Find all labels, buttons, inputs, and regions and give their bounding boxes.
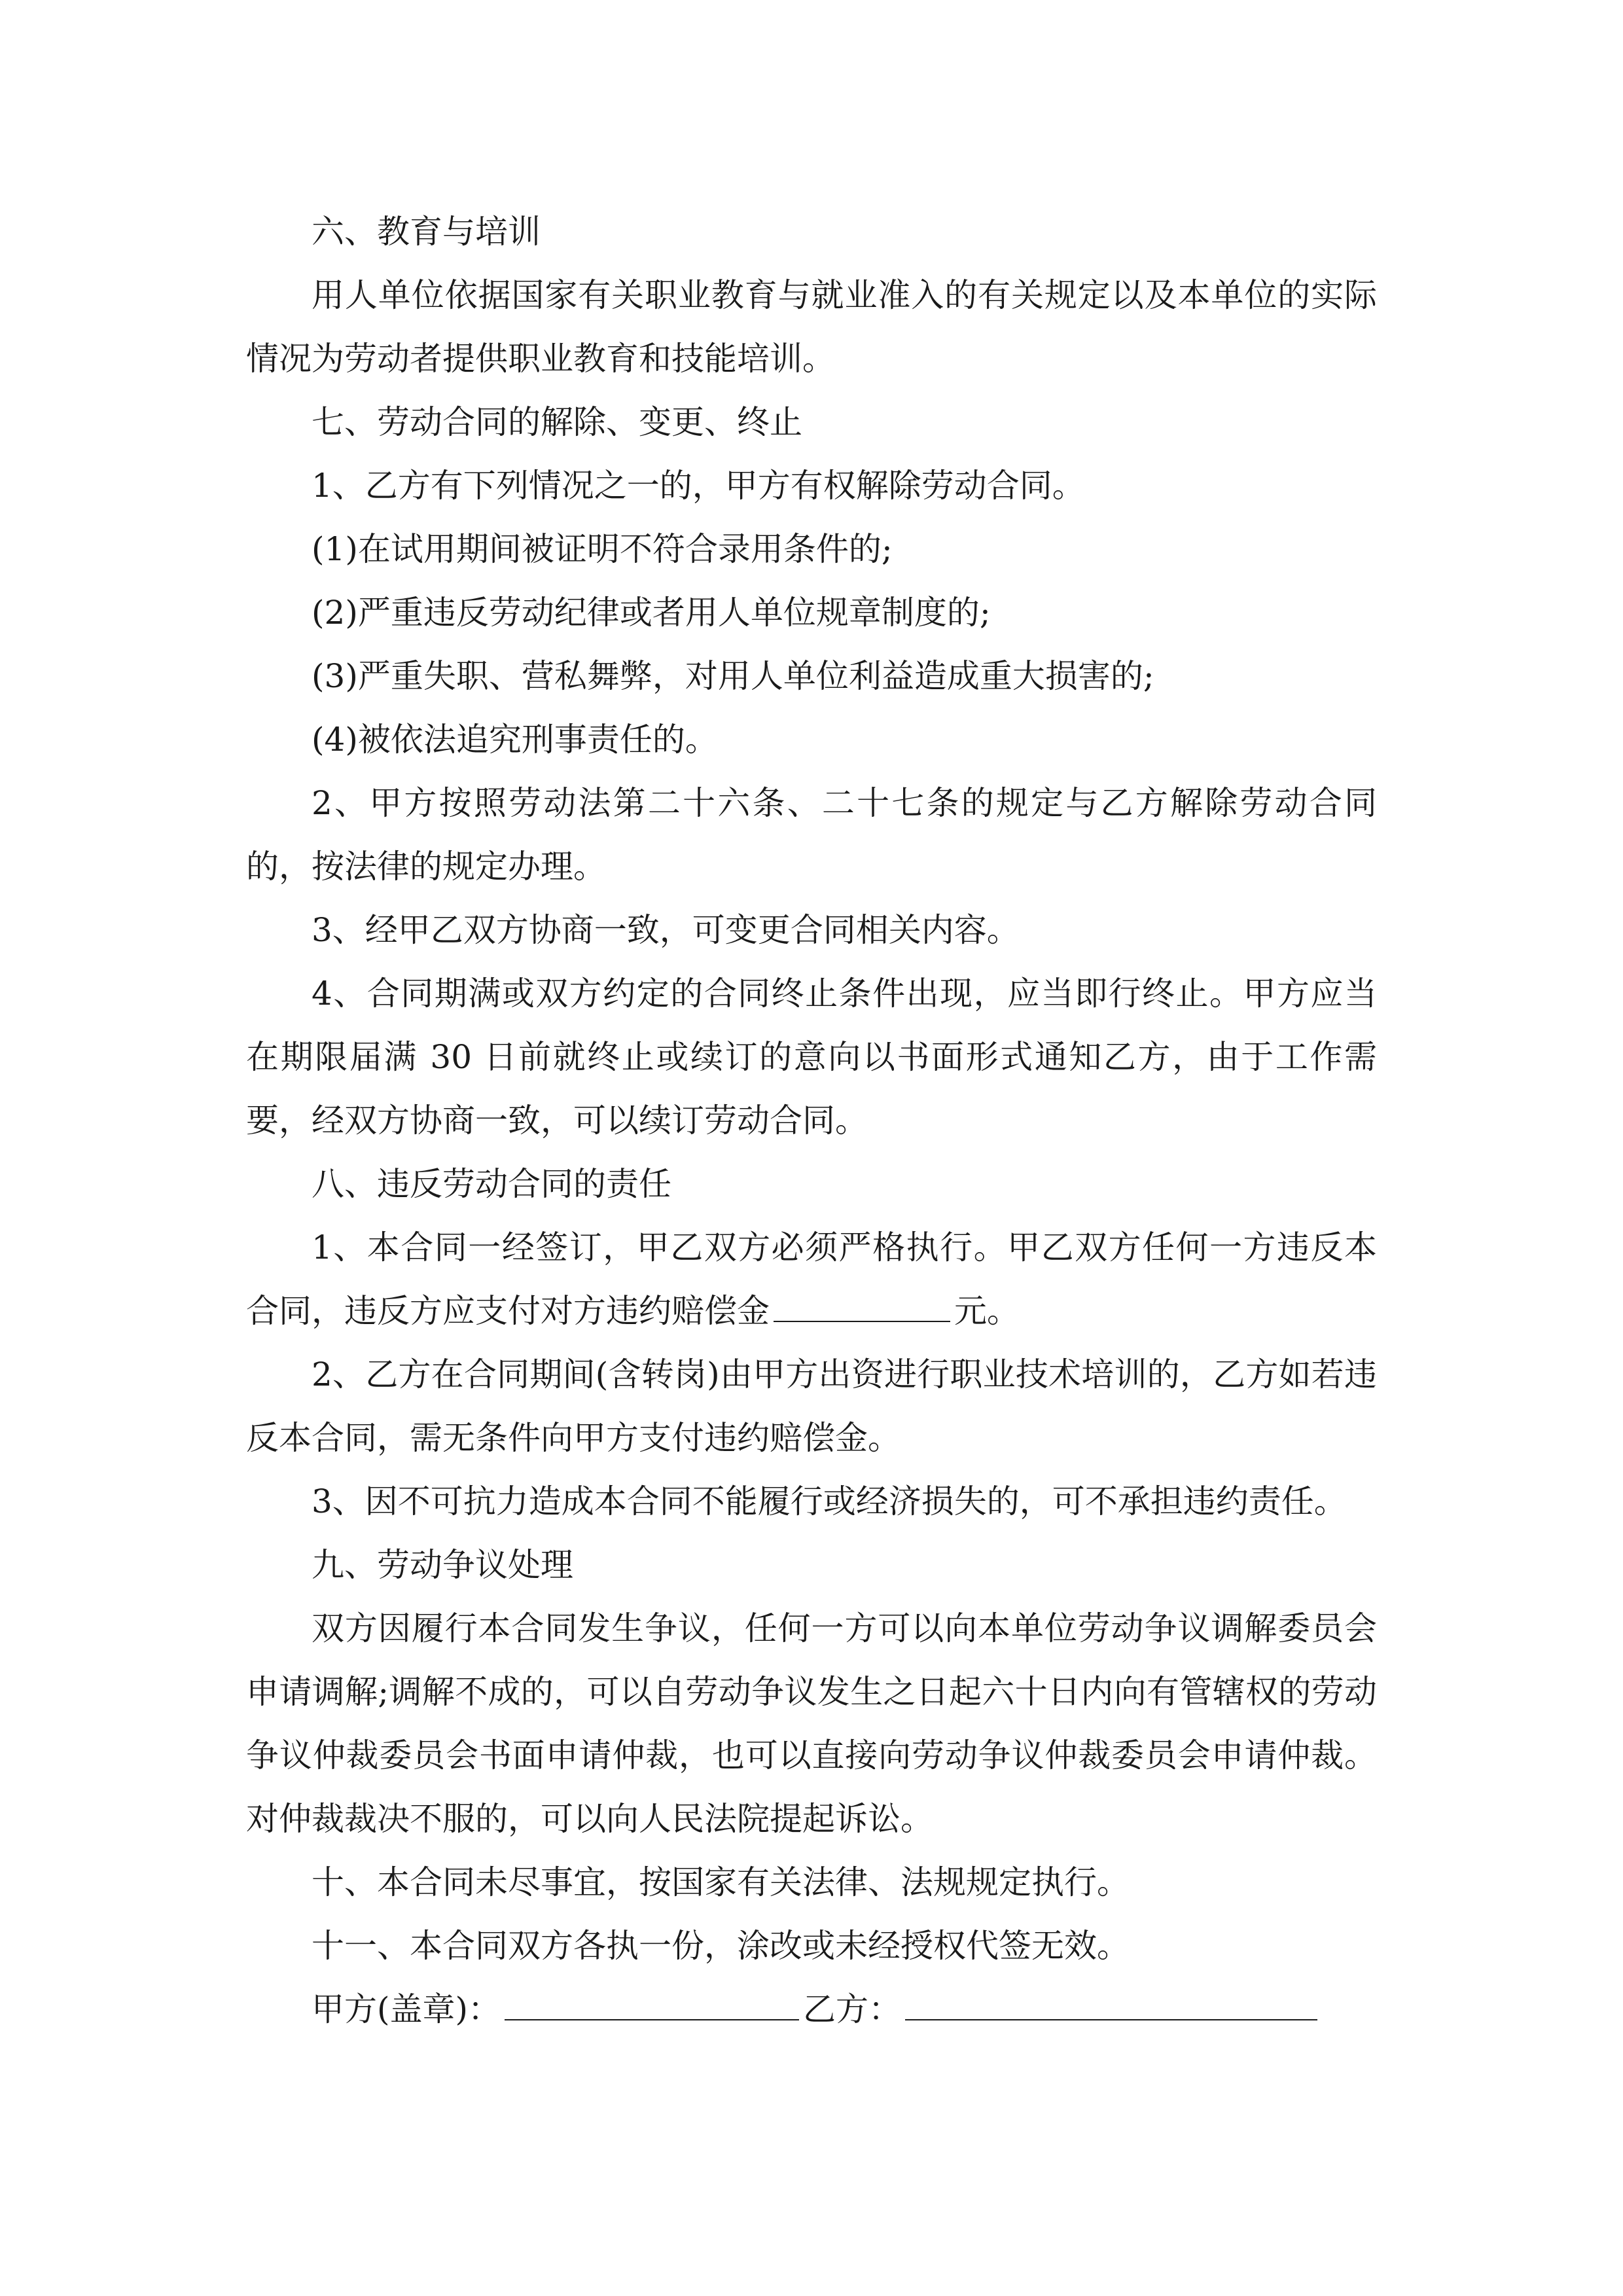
penalty-amount-blank[interactable] bbox=[774, 1295, 950, 1322]
section-heading-education: 六、教育与培训 bbox=[312, 213, 541, 251]
paragraph-education-body: 用人单位依据国家有关职业教育与就业准入的有关规定以及本单位的实际情况为劳动者提供职业教育和技能培训。 bbox=[246, 276, 1377, 378]
clause-misc-11: 十一、本合同双方各执一份，涂改或未经授权代签无效。 bbox=[312, 1927, 1130, 1965]
clause-liability-1 bbox=[246, 1216, 1377, 1343]
section-heading-dispute: 九、劳动争议处理 bbox=[312, 1546, 573, 1584]
clause-termination-3: 3、经甲乙双方协商一致，可变更合同相关内容。 bbox=[312, 911, 1020, 949]
party-a-signature-blank[interactable] bbox=[505, 1993, 799, 2020]
clause-item-1: (1)在试用期间被证明不符合录用条件的; bbox=[312, 530, 893, 568]
party-b-signature-blank[interactable] bbox=[905, 1993, 1317, 2020]
clause-termination-2: 2、甲方按照劳动法第二十六条、二十七条的规定与乙方解除劳动合同的，按法律的规定办理。 bbox=[246, 784, 1377, 886]
clause-liability-2: 2、乙方在合同期间(含转岗)由甲方出资进行职业技术培训的，乙方如若违反本合同，需无条件向甲方支付违约赔偿金。 bbox=[246, 1355, 1377, 1457]
paragraph-dispute-body: 双方因履行本合同发生争议，任何一方可以向本单位劳动争议调解委员会申请调解;调解不成的，可以自劳动争议发生之日起六十日内向有管辖权的劳动争议仲裁委员会书面申请仲裁，也可以直接向劳动争议仲裁委员会申请仲裁。对仲裁裁决不服的，可以向人民法院提起诉讼。 bbox=[246, 1609, 1377, 1838]
clause-termination-4: 4、合同期满或双方约定的合同终止条件出现，应当即行终止。甲方应当在期限届满 30 日前就终止或续订的意向以书面形式通知乙方，由于工作需要，经双方协商一致，可以续订劳动合同。 bbox=[246, 975, 1377, 1139]
document-page bbox=[246, 200, 1377, 2041]
signature-line bbox=[246, 1978, 1377, 2041]
section-heading-liability: 八、违反劳动合同的责任 bbox=[312, 1165, 671, 1203]
section-heading-termination: 七、劳动合同的解除、变更、终止 bbox=[312, 403, 802, 441]
clause-termination-1: 1、乙方有下列情况之一的，甲方有权解除劳动合同。 bbox=[312, 467, 1085, 505]
clause-item-2: (2)严重违反劳动纪律或者用人单位规章制度的; bbox=[312, 594, 991, 632]
party-b-label: 乙方： bbox=[803, 1990, 902, 2028]
clause-misc-10: 十、本合同未尽事宜，按国家有关法律、法规规定执行。 bbox=[312, 1863, 1130, 1901]
penalty-clause-unit: 元。 bbox=[954, 1292, 1020, 1330]
penalty-clause-text: 1、本合同一经签订，甲乙双方必须严格执行。甲乙双方任何一方违反本合同，违反方应支付对方违约赔偿金 bbox=[246, 1229, 1377, 1330]
clause-liability-3: 3、因不可抗力造成本合同不能履行或经济损失的，可不承担违约责任。 bbox=[312, 1482, 1347, 1520]
clause-item-4: (4)被依法追究刑事责任的。 bbox=[312, 721, 718, 759]
clause-item-3: (3)严重失职、营私舞弊，对用人单位利益造成重大损害的; bbox=[312, 657, 1154, 695]
party-a-label: 甲方(盖章)： bbox=[312, 1990, 501, 2028]
